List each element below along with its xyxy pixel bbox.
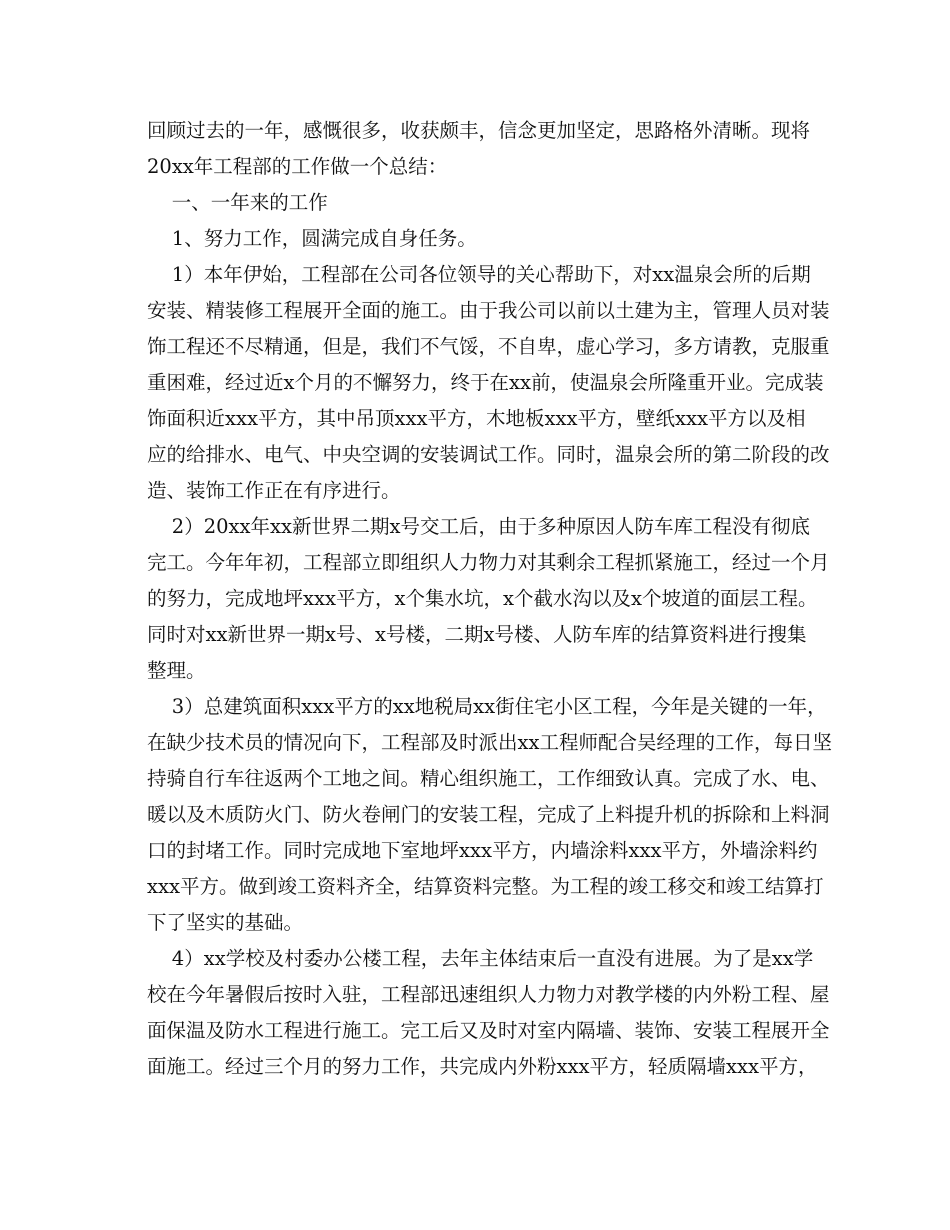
text-line: 回顾过去的一年，感慨很多，收获颇丰，信念更加坚定，思路格外清晰。现将 xyxy=(147,119,811,142)
text-line: 面保温及防水工程进行施工。完工后又及时对室内隔墙、装饰、安装工程展开全 xyxy=(147,1019,830,1042)
text-line: 1）本年伊始，工程部在公司各位领导的关心帮助下，对xx温泉会所的后期 xyxy=(147,263,811,286)
text-line: 下了坚实的基础。 xyxy=(147,911,304,934)
text-line: 4）xx学校及村委办公楼工程，去年主体结束后一直没有进展。为了是xx学 xyxy=(147,947,814,970)
subsection-heading: 1、努力工作，圆满完成自身任务。 xyxy=(147,227,477,250)
section-heading: 一、一年来的工作 xyxy=(147,191,328,214)
text-line: 饰工程还不尽精通，但是，我们不气馁，不自卑，虚心学习，多方请教，克服重 xyxy=(147,335,830,358)
text-line: 口的封堵工作。同时完成地下室地坪xxx平方，内墙涂料xxx平方，外墙涂料约 xyxy=(147,839,818,862)
text-line: 整理。 xyxy=(147,659,206,682)
text-line: 20xx年工程部的工作做一个总结： xyxy=(147,155,448,178)
text-line: 的努力，完成地坪xxx平方，x个集水坑，x个截水沟以及x个坡道的面层工程。 xyxy=(147,587,818,610)
text-line: 应的给排水、电气、中央空调的安装调试工作。同时，温泉会所的第二阶段的改 xyxy=(147,443,830,466)
text-line: 3）总建筑面积xxx平方的xx地税局xx街住宅小区工程，今年是关键的一年， xyxy=(147,695,827,718)
text-line: 安装、精装修工程展开全面的施工。由于我公司以前以土建为主，管理人员对装 xyxy=(147,299,830,322)
text-line: 造、装饰工作正在有序进行。 xyxy=(147,479,401,502)
text-line: 同时对xx新世界一期x号、x号楼，二期x号楼、人防车库的结算资料进行搜集 xyxy=(147,623,807,646)
text-line: 重困难，经过近x个月的不懈努力，终于在xx前，使温泉会所隆重开业。完成装 xyxy=(147,371,824,394)
text-line: 校在今年暑假后按时入驻，工程部迅速组织人力物力对教学楼的内外粉工程、屋 xyxy=(147,983,830,1006)
text-line: 2）20xx年xx新世界二期x号交工后，由于多种原因人防车库工程没有彻底 xyxy=(147,515,811,538)
text-line: 持骑自行车往返两个工地之间。精心组织施工，工作细致认真。完成了水、电、 xyxy=(147,767,830,790)
text-line: 饰面积近xxx平方，其中吊顶xxx平方，木地板xxx平方，壁纸xxx平方以及相 xyxy=(147,407,806,430)
text-line: 完工。今年年初，工程部立即组织人力物力对其剩余工程抓紧施工，经过一个月 xyxy=(147,551,830,574)
text-line: 面施工。经过三个月的努力工作，共完成内外粉xxx平方，轻质隔墙xxx平方， xyxy=(147,1055,818,1078)
text-line: 暖以及木质防火门、防火卷闸门的安装工程，完成了上料提升机的拆除和上料洞 xyxy=(147,803,830,826)
text-line: 在缺少技术员的情况向下，工程部及时派出xx工程师配合吴经理的工作，每日坚 xyxy=(147,731,832,754)
text-line: xxx平方。做到竣工资料齐全，结算资料完整。为工程的竣工移交和竣工结算打 xyxy=(147,875,824,898)
